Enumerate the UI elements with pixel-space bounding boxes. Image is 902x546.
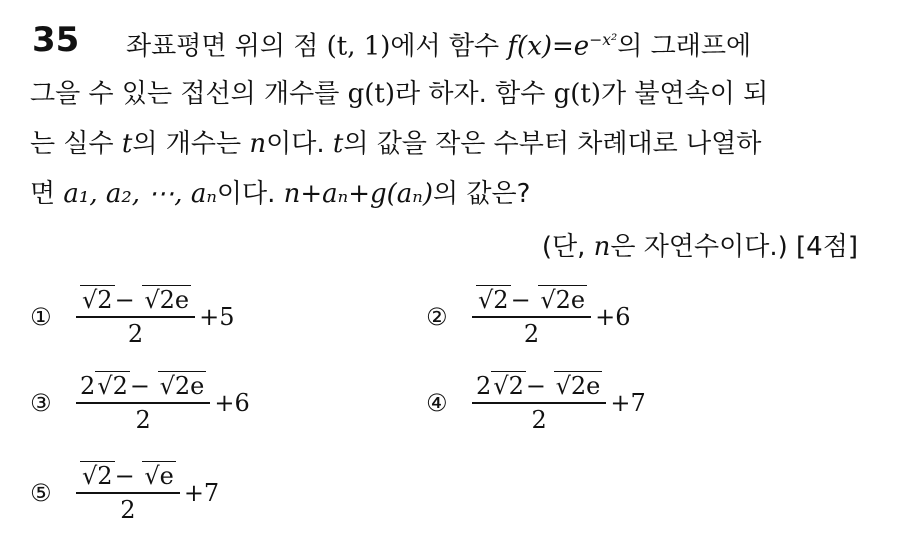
minus-sign: −	[510, 286, 539, 314]
choice-tail: +5	[199, 303, 235, 331]
text-segment: 가 불연속이 되	[601, 79, 769, 109]
question-line-2	[30, 74, 768, 114]
sqrt-2: √2	[97, 372, 128, 400]
text-segment: 그을 수 있는 접선의 개수를	[30, 79, 348, 109]
choice-label: ②	[426, 303, 448, 331]
point-expression: (t, 1)	[326, 31, 391, 62]
text-segment: 에서 함수	[390, 31, 508, 62]
choice-label: ④	[426, 389, 448, 417]
minus-sign: −	[114, 286, 143, 314]
denominator: 2	[523, 320, 540, 348]
text-segment: 의 그래프에	[617, 31, 752, 62]
target-expression: n+aₙ+g(aₙ)	[283, 179, 433, 209]
variable-n: n	[593, 232, 611, 262]
choice-5[interactable]	[30, 462, 219, 524]
numerator	[472, 372, 606, 404]
text-segment: (단,	[541, 232, 594, 262]
sqrt-term: √2e	[144, 286, 190, 314]
minus-sign: −	[114, 462, 143, 490]
sqrt-term: √e	[144, 462, 174, 490]
numerator	[472, 286, 591, 318]
text-segment: 면	[30, 179, 64, 209]
choice-tail: +7	[610, 389, 646, 417]
choice-2[interactable]	[426, 286, 630, 348]
fraction	[76, 286, 195, 348]
choice-tail: +6	[214, 389, 250, 417]
condition-note	[542, 226, 858, 263]
variable-t: t	[332, 129, 344, 159]
sequence-expression: a₁, a₂, ⋯, aₙ	[63, 179, 217, 209]
choice-label: ③	[30, 389, 52, 417]
denominator: 2	[531, 406, 547, 434]
fraction	[472, 286, 591, 348]
minus-sign: −	[129, 372, 158, 400]
text-segment: 는 실수	[30, 129, 122, 159]
choice-tail: +7	[183, 479, 220, 507]
variable-t: t	[121, 129, 133, 159]
text-segment: 의 개수는	[132, 129, 250, 159]
sqrt-2: √2	[493, 372, 524, 400]
numerator	[76, 286, 195, 318]
choice-3[interactable]	[30, 372, 250, 434]
function-expression: f(x)=e	[507, 31, 590, 62]
text-segment: 이다.	[216, 179, 284, 209]
text-segment: 의 값은?	[432, 179, 531, 209]
numerator	[76, 462, 180, 494]
text-segment: 이다.	[266, 129, 333, 159]
denominator: 2	[120, 496, 136, 524]
question-line-4	[30, 174, 530, 214]
sqrt-2: √2	[478, 286, 509, 314]
denominator: 2	[135, 406, 151, 434]
question-number: 35	[32, 20, 80, 60]
choice-1[interactable]	[30, 286, 234, 348]
fraction	[76, 462, 180, 524]
choice-tail: +6	[595, 303, 631, 331]
choice-4[interactable]	[426, 372, 646, 434]
sqrt-term: √2e	[159, 372, 205, 400]
coefficient: 2	[476, 372, 492, 400]
g-expression: g(t)	[347, 79, 395, 109]
text-segment: 좌표평면 위의 점	[126, 31, 327, 62]
function-exponent: −x²	[589, 31, 618, 49]
choice-label: ⑤	[30, 479, 52, 507]
choice-label: ①	[30, 303, 52, 331]
numerator	[76, 372, 210, 404]
question-line-3	[30, 124, 761, 164]
fraction	[76, 372, 210, 434]
text-segment: 라 하자. 함수	[395, 79, 554, 109]
variable-n: n	[249, 129, 267, 159]
sqrt-2: √2	[82, 286, 113, 314]
fraction	[472, 372, 606, 434]
sqrt-2: √2	[82, 462, 113, 490]
minus-sign: −	[525, 372, 554, 400]
denominator: 2	[127, 320, 144, 348]
text-segment: 의 값을 작은 수부터 차례대로 나열하	[343, 129, 762, 159]
sqrt-term: √2e	[540, 286, 586, 314]
text-segment: 은 자연수이다.) [4점]	[610, 232, 858, 262]
sqrt-term: √2e	[555, 372, 601, 400]
question-line-1	[126, 20, 751, 67]
coefficient: 2	[80, 372, 96, 400]
g-expression: g(t)	[553, 79, 602, 109]
